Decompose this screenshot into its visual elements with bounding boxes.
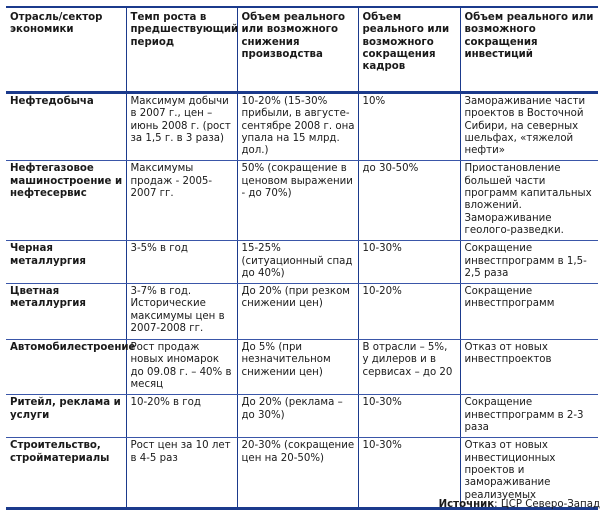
row-investment: Отказ от новых инвестиционных проектов и замораживание реализуемых [460, 438, 598, 509]
table-row [6, 93, 598, 161]
row-staff: 10-30% [358, 241, 460, 284]
row-production: До 20% (при резком снижении цен) [237, 284, 358, 340]
row-investment: Приостановление большей части программ капитальных вложений. Замораживание геолого-разведки. [460, 161, 598, 241]
row-production: 15-25% (ситуационный спад до 40%) [237, 241, 358, 284]
table-row [6, 395, 598, 438]
row-staff: 10-30% [358, 438, 460, 509]
row-investment: Замораживание части проектов в Восточной Сибири, на северных шельфах, «тяжелой нефти» [460, 93, 598, 161]
row-growth: Максимумы продаж - 2005-2007 гг. [126, 161, 237, 241]
row-growth: Максимум добычи в 2007 г., цен – июнь 2008 г. (рост за 1,5 г. в 3 раза) [126, 93, 237, 161]
source-label: Источник [438, 499, 495, 510]
header-staff: Объем реального или возможного сокращения кадров [358, 7, 460, 93]
header-production: Объем реального или возможного снижения производства [237, 7, 358, 93]
row-growth: Рост цен за 10 лет в 4-5 раз [126, 438, 237, 509]
row-investment: Сокращение инвестпрограмм [460, 284, 598, 340]
source-note [439, 499, 600, 510]
row-staff: 10% [358, 93, 460, 161]
table-header [6, 7, 598, 93]
row-sector: Черная металлургия [6, 241, 126, 284]
table-row [6, 284, 598, 340]
row-sector: Автомобилестроение [6, 340, 126, 395]
table-row [6, 161, 598, 241]
row-production: До 5% (при незначительном снижении цен) [237, 340, 358, 395]
row-staff: до 30-50% [358, 161, 460, 241]
row-staff: 10-20% [358, 284, 460, 340]
row-staff: 10-30% [358, 395, 460, 438]
sector-crisis-table [6, 6, 598, 510]
table-body [6, 93, 598, 509]
row-growth: 3-5% в год [126, 241, 237, 284]
header-sector: Отрасль/сектор экономики [6, 7, 126, 93]
row-production: 10-20% (15-30% прибыли, в августе-сентябре 2008 г. она упала на 15 млрд. дол.) [237, 93, 358, 161]
row-sector: Нефтедобыча [6, 93, 126, 161]
row-production: 20-30% (сокращение цен на 20-50%) [237, 438, 358, 509]
row-investment: Сокращение инвестпрограмм в 1,5-2,5 раза [460, 241, 598, 284]
table-row [6, 340, 598, 395]
row-sector: Цветная металлургия [6, 284, 126, 340]
row-investment: Отказ от новых инвестпроектов [460, 340, 598, 395]
row-staff: В отрасли – 5%, у дилеров и в сервисах – до 20 [358, 340, 460, 395]
table-row [6, 241, 598, 284]
header-investment: Объем реального или возможного сокращения инвестиций [460, 7, 598, 93]
row-sector: Ритейл, реклама и услуги [6, 395, 126, 438]
row-sector: Нефтегазовое машиностроение и нефтесервис [6, 161, 126, 241]
source-text: : ЦСР Северо-Запад [494, 499, 600, 510]
row-production: До 20% (реклама – до 30%) [237, 395, 358, 438]
header-growth: Темп роста в предшествующий период [126, 7, 237, 93]
row-investment: Сокращение инвестпрограмм в 2-3 раза [460, 395, 598, 438]
row-production: 50% (сокращение в ценовом выражении - до 70%) [237, 161, 358, 241]
row-growth: 10-20% в год [126, 395, 237, 438]
row-growth: 3-7% в год. Исторические максимумы цен в 2007-2008 гг. [126, 284, 237, 340]
row-growth: Рост продаж новых иномарок до 09.08 г. – 40% в месяц [126, 340, 237, 395]
row-sector: Строительство, стройматериалы [6, 438, 126, 509]
